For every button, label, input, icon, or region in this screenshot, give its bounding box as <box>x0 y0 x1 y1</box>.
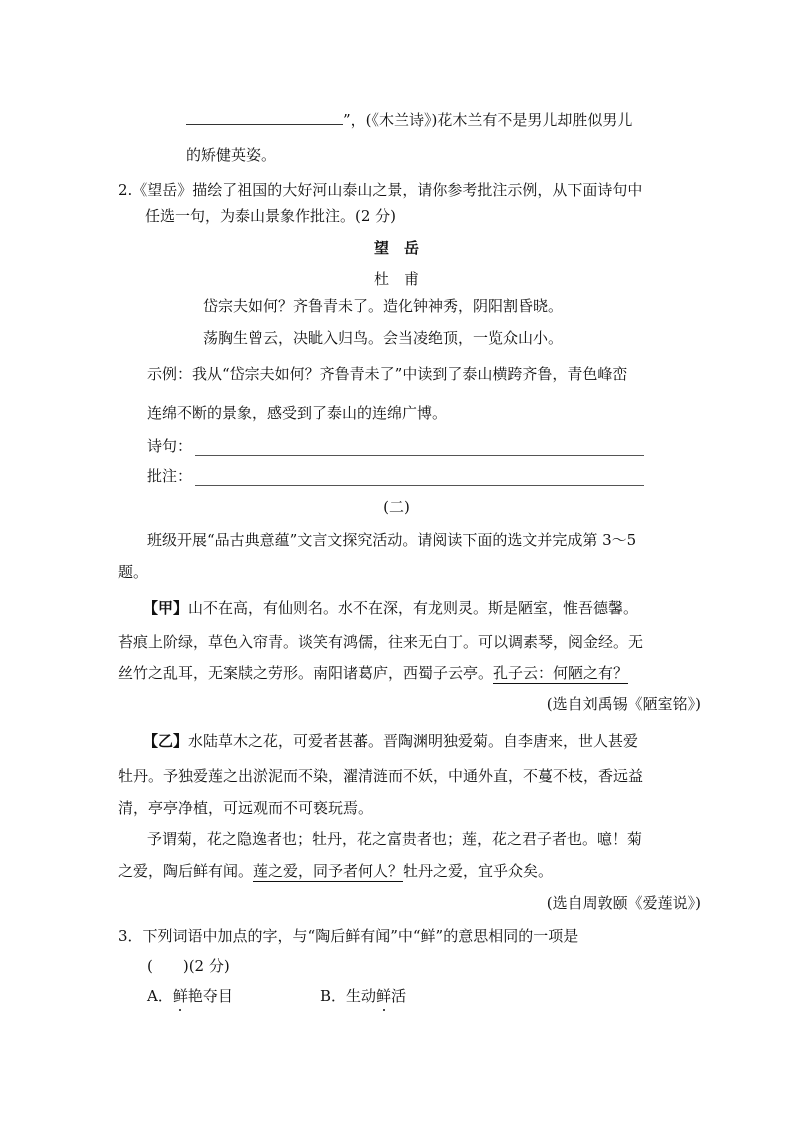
text-b-line1-text: 水陆草木之花，可爱者甚蕃。晋陶渊明独爱菊。自李唐来，世人甚爱 <box>188 732 639 750</box>
q3-prompt-line2: ( )(2 分) <box>147 957 230 975</box>
text-b-label: 【乙】 <box>143 732 189 750</box>
text-b-line2: 牡丹。予独爱莲之出淤泥而不染，濯清涟而不妖，中通外直，不蔓不枝，香远益 <box>118 767 644 785</box>
q3-option-a[interactable] <box>147 986 233 1006</box>
text-b-line5-plain-a: 之爱，陶后鲜有闻。 <box>118 862 254 880</box>
text-b-line4: 予谓菊，花之隐逸者也；牡丹，花之富贵者也；莲，花之君子者也。噫！菊 <box>147 830 643 848</box>
section-intro-line2: 题。 <box>118 563 149 581</box>
q1-line1-text: ”，(《木兰诗》)花木兰有不是男儿却胜似男儿 <box>343 111 633 129</box>
q1-answer-blank[interactable] <box>186 110 343 125</box>
q1-answer-row <box>186 110 632 130</box>
note-label: 批注： <box>147 467 193 485</box>
option-b-dotted-char: 鲜 <box>376 987 392 1005</box>
text-b-line5-plain-b: 牡丹之爱，宜乎众矣。 <box>403 862 554 880</box>
text-a-source: (选自刘禹锡《陋室铭》) <box>546 695 701 713</box>
text-a-line1-text: 山不在高，有仙则名。水不在深，有龙则灵。斯是陋室，惟吾德馨。 <box>188 599 639 617</box>
option-b-letter: B． <box>320 987 347 1005</box>
verse-label: 诗句： <box>147 437 193 455</box>
q2-prompt-line1: 2.《望岳》描绘了祖国的大好河山泰山之景，请你参考批注示例，从下面诗句中 <box>118 181 643 199</box>
example-text-2: 连绵不断的景象，感受到了泰山的连绵广博。 <box>147 404 448 422</box>
text-b-line3: 清，亭亭净植，可远观而不可亵玩焉。 <box>118 799 374 817</box>
poem-line-2: 荡胸生曾云，决眦入归鸟。会当凌绝顶，一览众山小。 <box>203 329 564 347</box>
text-b-line1 <box>143 731 638 751</box>
option-a-rest: 艳夺目 <box>187 987 233 1005</box>
text-a-line2: 苔痕上阶绿，草色入帘青。谈笑有鸿儒，往来无白丁。可以调素琴，阅金经。无 <box>118 633 644 651</box>
poem-line-1: 岱宗夫如何？齐鲁青未了。造化钟神秀，阴阳割昏晓。 <box>203 297 564 315</box>
poem-title: 望 岳 <box>373 239 419 257</box>
text-a-line3-plain: 丝竹之乱耳，无案牍之劳形。南阳诸葛庐，西蜀子云亭。 <box>118 664 494 682</box>
option-a-letter: A． <box>147 987 173 1005</box>
section-intro-line1: 班级开展“品古典意蕴”文言文探究活动。请阅读下面的选文并完成第 3～5 <box>147 531 637 549</box>
example-row-1 <box>147 364 627 384</box>
q2-prompt-line2: 任选一句，为泰山景象作批注。(2 分) <box>145 207 397 225</box>
option-b-pre: 生动 <box>346 987 377 1005</box>
option-a-dotted-char: 鲜 <box>172 987 188 1005</box>
example-label: 示例： <box>147 365 193 383</box>
example-text-1: 我从“岱宗夫如何？齐鲁青未了”中读到了泰山横跨齐鲁，青色峰峦 <box>192 365 628 383</box>
q1-line2: 的矫健英姿。 <box>186 146 277 164</box>
text-a-line1 <box>143 598 638 618</box>
text-b-line5 <box>118 861 553 881</box>
text-a-line3 <box>118 663 628 683</box>
note-answer-line[interactable] <box>195 485 644 486</box>
text-a-underlined-sentence: 孔子云：何陋之有？ <box>493 664 629 682</box>
verse-answer-line[interactable] <box>195 455 644 456</box>
q3-option-b[interactable] <box>320 986 406 1006</box>
section-heading: (二) <box>383 498 410 516</box>
q3-prompt-line1: 3．下列词语中加点的字，与“陶后鲜有闻”中“鲜”的意思相同的一项是 <box>118 927 579 945</box>
text-b-source: (选自周敦颐《爱莲说》) <box>546 894 701 912</box>
text-b-underlined-sentence: 莲之爱，同予者何人？ <box>253 862 404 880</box>
text-a-label: 【甲】 <box>143 599 189 617</box>
poem-author: 杜 甫 <box>373 270 419 288</box>
option-b-rest: 活 <box>391 987 407 1005</box>
